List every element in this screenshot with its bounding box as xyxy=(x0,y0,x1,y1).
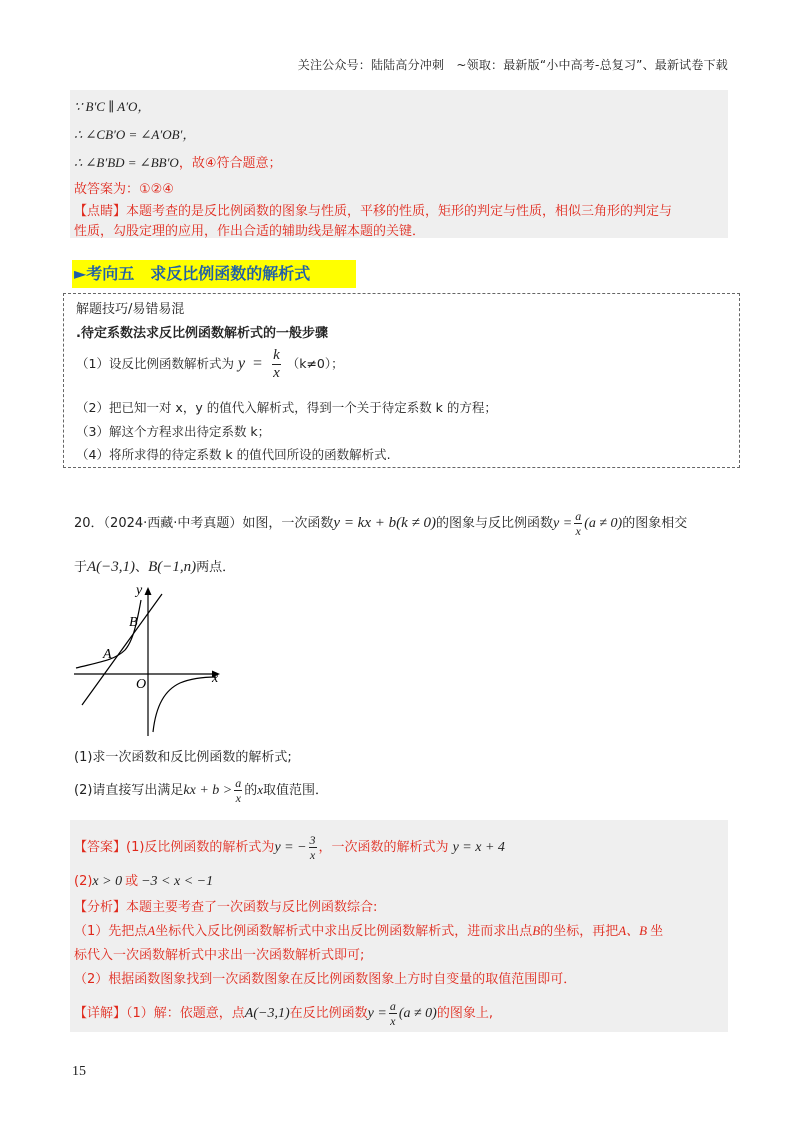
tips-step-2: （2）把已知一对 x，y 的值代入解析式，得到一个关于待定系数 k 的方程； xyxy=(76,400,497,415)
analysis-1-line xyxy=(74,920,663,939)
analysis-1a: （1）先把点 xyxy=(74,924,148,939)
detail-line xyxy=(74,1000,493,1027)
comment-line-2: 性质，勾股定理的应用，作出合适的辅助线是解本题的关键． xyxy=(74,224,426,239)
inverse-y: y = xyxy=(553,516,573,531)
tips-box xyxy=(63,293,740,468)
comment-line-1 xyxy=(74,200,672,219)
q2-mid: 的 xyxy=(244,783,258,798)
comment-text-1: 本题考查的是反比例函数的图象与性质，平移的性质，矩形的判定与性质，相似三角形的判定与 xyxy=(126,204,673,219)
solution-line-2: ∴ ∠CB′O = ∠A′OB′， xyxy=(74,127,196,142)
q2-denominator: x xyxy=(235,791,241,805)
q2-intro: (2)请直接写出满足 xyxy=(74,783,184,798)
section-title: ►考向五 求反比例函数的解析式 xyxy=(72,260,356,288)
graph-label-o: O xyxy=(136,677,147,692)
page-header: 关注公众号：陆陆高分冲刺 ~领取：最新版“小中高考-总复习”、最新试卷下载 xyxy=(297,58,728,72)
question-1: (1)求一次函数和反比例函数的解析式; xyxy=(74,750,292,765)
step1-denominator: x xyxy=(273,365,280,381)
step1-numerator: k xyxy=(273,347,280,363)
tips-step-3: （3）解这个方程求出待定系数 k； xyxy=(76,424,271,439)
detail-denominator: x xyxy=(390,1014,396,1028)
step1-eq: = xyxy=(253,355,263,372)
answer-inverse-y: y = − xyxy=(274,840,307,855)
linear-function: y = kx + b(k ≠ 0) xyxy=(333,515,437,531)
answer-denominator: x xyxy=(309,848,316,862)
answer-line-1 xyxy=(74,834,505,861)
inverse-condition: (a ≠ 0) xyxy=(584,516,623,531)
detail-fraction xyxy=(389,1000,397,1027)
point-b: B(−1,n) xyxy=(148,559,197,575)
detail-a: （1）解：依题意，点 xyxy=(126,1006,245,1021)
analysis-1-b: B xyxy=(532,923,541,938)
y-axis-arrow xyxy=(145,587,152,595)
problem-at: 于 xyxy=(74,560,88,575)
analysis-line xyxy=(74,896,377,915)
inverse-numerator: a xyxy=(575,509,582,523)
detail-c: 的图象上, xyxy=(436,1006,493,1021)
step1-fraction xyxy=(272,348,281,381)
answer-fraction xyxy=(309,834,317,861)
answer-line-2 xyxy=(74,870,213,890)
analysis-1-a: A xyxy=(147,923,156,938)
detail-condition: (a ≠ 0) xyxy=(398,1006,437,1021)
answer-2-or: 或 xyxy=(125,874,139,889)
graph-label-b: B xyxy=(129,615,138,630)
answer-2-range-1: x > 0 xyxy=(92,874,123,889)
analysis-1c: 的坐标，再把 xyxy=(540,924,619,939)
tips-step-1 xyxy=(76,348,344,381)
q2-inequality: kx + b > xyxy=(183,783,233,798)
tips-title: 解题技巧/易错易混 xyxy=(76,302,185,317)
comment-label: 【点睛】 xyxy=(74,204,127,219)
analysis-1-line-2: 标代入一次函数解析式中求出一次函数解析式即可; xyxy=(74,948,365,963)
linear-line xyxy=(82,594,162,705)
problem-mid: 的图象与反比例函数 xyxy=(436,516,554,531)
answer-linear: y = x + 4 xyxy=(452,840,505,855)
step1-y: y xyxy=(237,355,246,372)
page-number: 15 xyxy=(72,1064,86,1079)
inverse-fraction xyxy=(574,510,582,537)
solution-line-3 xyxy=(74,152,281,171)
detail-point-a: A(−3,1) xyxy=(244,1006,290,1021)
answer-label: 【答案】 xyxy=(74,840,127,855)
question-2 xyxy=(74,777,328,804)
points-suffix: 两点． xyxy=(196,560,236,575)
analysis-1-ab: A、B xyxy=(618,923,648,938)
function-graph xyxy=(70,580,230,740)
analysis-2-line: （2）根据函数图象找到一次函数图象在反比例函数图象上方时自变量的取值范围即可． xyxy=(74,972,577,987)
q2-x: x xyxy=(257,782,264,797)
answer-1-text: (1)反比例函数的解析式为 xyxy=(126,840,275,855)
problem-end: 的图象相交 xyxy=(622,516,688,531)
graph-label-y: y xyxy=(136,583,143,598)
problem-intro: 20．（2024·西藏·中考真题）如图，一次函数 xyxy=(74,516,334,531)
point-sep: 、 xyxy=(135,560,149,575)
q2-numerator: a xyxy=(235,776,242,790)
angle-equation: ∴ ∠B′BD = ∠BB′O xyxy=(74,155,179,170)
point-a: A(−3,1) xyxy=(87,559,136,575)
answer-2-prefix: (2) xyxy=(74,874,93,889)
analysis-1b: 坐标代入反比例函数解析式中求出反比例函数解析式，进而求出点 xyxy=(155,924,533,939)
q2-fraction xyxy=(234,777,242,804)
detail-label: 【详解】 xyxy=(74,1006,127,1021)
step1-text: （1）设反比例函数解析式为 xyxy=(76,356,234,371)
analysis-1d: 坐 xyxy=(650,924,664,939)
answer-2-range-2: −3 < x < −1 xyxy=(141,874,214,889)
detail-numerator: a xyxy=(389,999,396,1013)
tips-subtitle: .待定系数法求反比例函数解析式的一般步骤 xyxy=(76,326,328,341)
solution-line-1: ∵ B′C ∥ A′O， xyxy=(74,99,151,114)
analysis-text: 本题主要考查了一次函数与反比例函数综合: xyxy=(126,900,378,915)
problem-line-2 xyxy=(74,556,235,576)
answer-line: 故答案为：①②④ xyxy=(74,182,174,197)
analysis-label: 【分析】 xyxy=(74,900,127,915)
problem-line-1 xyxy=(74,510,687,537)
tips-step-4: （4）将所求得的待定系数 k 的值代回所设的函数解析式. xyxy=(76,447,391,462)
conclusion-text: ，故④符合题意； xyxy=(178,156,282,171)
detail-b: 在反比例函数 xyxy=(289,1006,368,1021)
answer-numerator: 3 xyxy=(309,833,316,847)
graph-label-x: x xyxy=(212,671,219,686)
hyperbola-branch-right xyxy=(153,677,216,732)
step1-condition: （k≠0）； xyxy=(286,356,344,371)
q2-end: 取值范围． xyxy=(263,783,329,798)
inverse-denominator: x xyxy=(575,524,581,538)
graph-label-a: A xyxy=(103,647,112,662)
answer-1-mid: ，一次函数的解析式为 xyxy=(318,840,449,855)
detail-y: y = xyxy=(367,1006,387,1021)
